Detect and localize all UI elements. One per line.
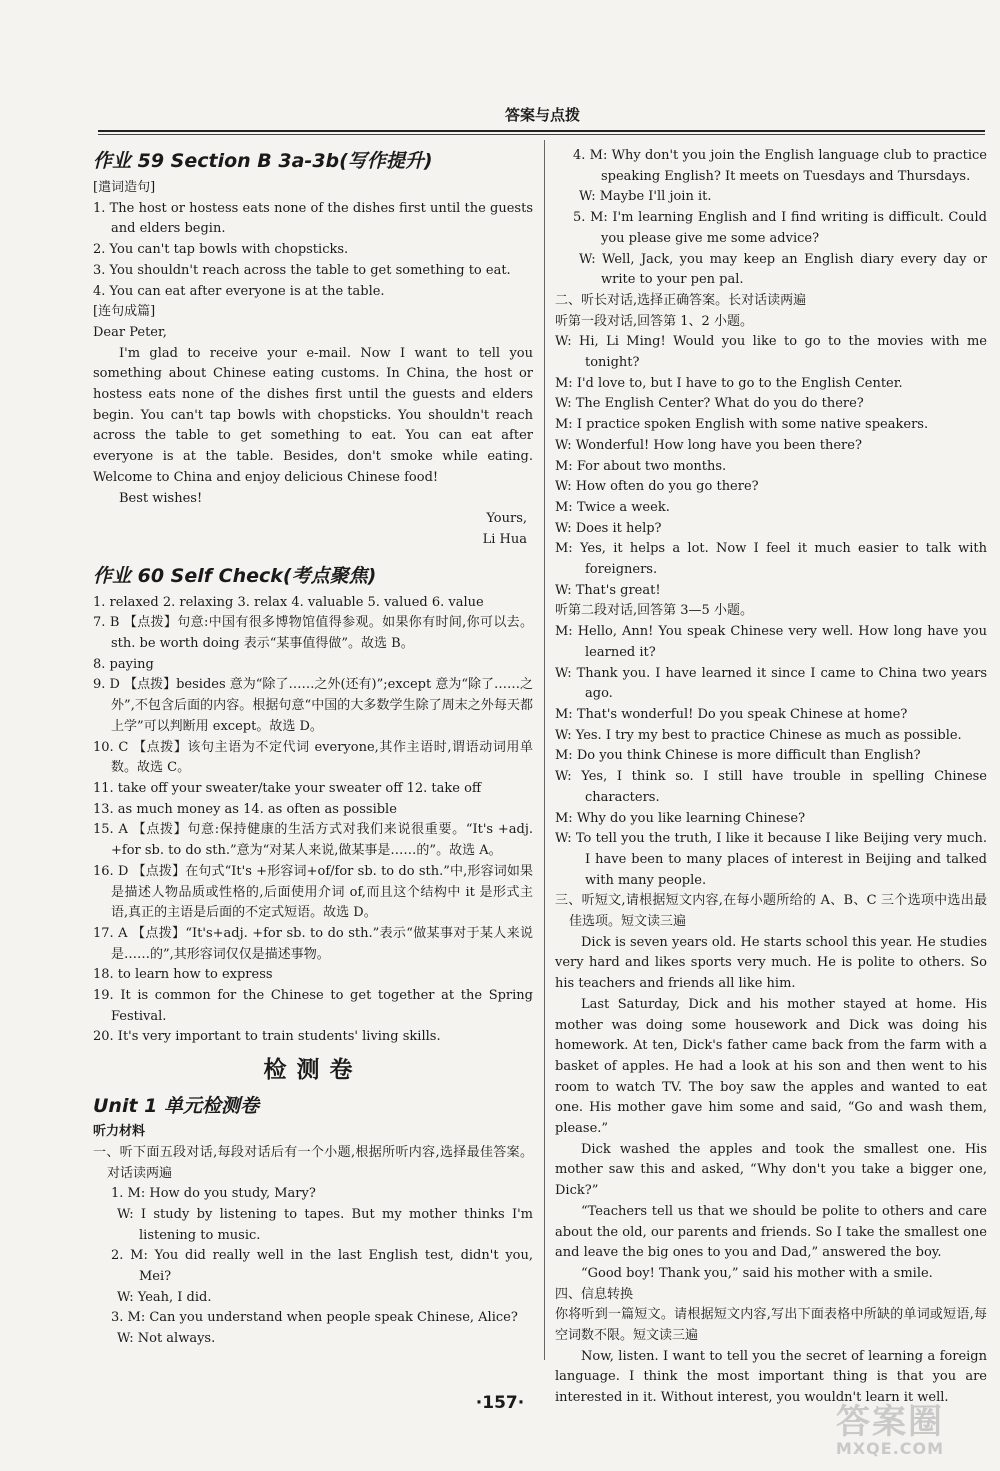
unit1-title: Unit 1 单元检测卷 xyxy=(93,1095,259,1118)
conversation-line: W: Wonderful! How long have you been there? xyxy=(555,437,862,453)
conversation-line: M: Yes, it helps a lot. Now I feel it much easier to talk with foreigners. xyxy=(555,541,987,578)
dialog-answer: W: Maybe I'll join it. xyxy=(579,189,712,205)
left-column xyxy=(93,146,533,1350)
conversation-line: M: Do you think Chinese is more difficult than English? xyxy=(555,748,921,764)
section-4-body: Now, listen. I want to tell you the secret of learning a foreign language. I think the most important thing is that you are interested in it. Without interest, you wouldn't learn it well. xyxy=(555,1348,987,1406)
section-2-sub: 听第一段对话,回答第 1、2 小题。 xyxy=(555,313,753,329)
hw59-title: 作业 59 Section B 3a-3b(写作提升) xyxy=(93,150,433,172)
letter-closing: Best wishes! xyxy=(119,490,203,506)
listening-material-label: 听力材料 xyxy=(93,1124,146,1140)
watermark-logo xyxy=(790,1402,990,1465)
page-number: ·157· xyxy=(475,1393,525,1413)
conversation-line: M: For about two months. xyxy=(555,458,727,474)
story-paragraph: Dick washed the apples and took the smallest one. His mother saw this and asked, “Why don't you take a bigger one, Dick?” xyxy=(555,1141,987,1199)
section-4-intro: 你将听到一篇短文。请根据短文内容,写出下面表格中所缺的单词或短语,每空词数不限。短文读三遍 xyxy=(555,1307,987,1344)
answer-item: 13. as much money as 14. as often as possible xyxy=(93,801,397,817)
conversation-line: W: How often do you go there? xyxy=(555,479,759,495)
column-divider xyxy=(544,140,545,1360)
dialog-answer: W: Yeah, I did. xyxy=(117,1289,212,1305)
story-paragraph: “Good boy! Thank you,” said his mother with a smile. xyxy=(581,1265,933,1281)
letter-sign-yours: Yours, xyxy=(486,511,527,527)
answer-item: 8. paying xyxy=(93,656,154,672)
conversation-line: W: To tell you the truth, I like it because I like Beijing very much. I have been to many places of interest in Beijing and talked with many people. xyxy=(555,831,987,888)
conversation-line: W: The English Center? What do you do there? xyxy=(555,396,864,412)
hw59-sentence: 2. You can't tap bowls with chopsticks. xyxy=(93,242,349,258)
conversation-line: M: Why do you like learning Chinese? xyxy=(555,810,806,826)
right-column xyxy=(555,146,987,1409)
hw59-section-label: [遣词造句] xyxy=(93,180,156,195)
header-rule xyxy=(98,130,985,132)
watermark-text: 答案圈 xyxy=(836,1402,944,1442)
dialog-answer: W: Well, Jack, you may keep an English diary every day or write to your pen pal. xyxy=(579,251,987,288)
header-rule-thin xyxy=(98,134,985,135)
conversation-line: W: Hi, Li Ming! Would you like to go to the movies with me tonight? xyxy=(555,334,987,371)
conversation-line: M: I'd love to, but I have to go to the English Center. xyxy=(555,375,903,391)
story-paragraph: “Teachers tell us that we should be polite to others and care about the old, our parents and friends. So I take the smallest one and leave the big ones to you and Dad,” answered the boy. xyxy=(555,1203,987,1261)
answer-item: 7. B 【点拨】句意:中国有很多博物馆值得参观。如果你有时间,你可以去。sth. be worth doing 表示“某事值得做”。故选 B。 xyxy=(93,615,533,652)
conversation-line: M: Hello, Ann! You speak Chinese very well. How long have you learned it? xyxy=(555,624,987,660)
dialog-answer: W: I study by listening to tapes. But my mother thinks I'm listening to music. xyxy=(117,1206,533,1243)
conversation-line: W: That's great! xyxy=(555,582,661,598)
dialog-question: 1. M: How do you study, Mary? xyxy=(111,1186,316,1202)
section-4-heading: 四、信息转换 xyxy=(555,1286,634,1302)
answer-item: 19. It is common for the Chinese to get together at the Spring Festival. xyxy=(93,988,533,1024)
letter-body: I'm glad to receive your e-mail. Now I want to tell you something about Chinese eating customs. In China, the host or hostess eats none of the dishes first until the guests and elders begin. You can't tap bowls with chopsticks. You shouldn't reach across the table to get something to eat. You can eat after everyone is at the table. Besides, don't smoke while eating. Welcome to China and enjoy delicious Chinese food! xyxy=(93,345,533,485)
answer-item: 20. It's very important to train students' living skills. xyxy=(93,1029,441,1045)
conversation-line: W: Yes. I try my best to practice Chinese as much as possible. xyxy=(555,727,962,743)
listening-section-intro: 一、听下面五段对话,每段对话后有一个小题,根据所听内容,选择最佳答案。对话读两遍 xyxy=(93,1144,533,1181)
hw59-section-label: [连句成篇] xyxy=(93,304,156,320)
section-2-sub: 听第二段对话,回答第 3—5 小题。 xyxy=(555,603,753,619)
page-header-title: 答案与点拨 xyxy=(505,106,581,124)
section-3-heading: 三、听短文,请根据短文内容,在每小题所给的 A、B、C 三个选项中选出最佳选项。短文读三遍 xyxy=(555,893,987,930)
letter-sign-name: Li Hua xyxy=(482,531,527,547)
answer-item: 11. take off your sweater/take your sweater off 12. take off xyxy=(93,780,482,796)
conversation-line: M: Twice a week. xyxy=(555,499,670,515)
hw60-title: 作业 60 Self Check(考点聚焦) xyxy=(93,564,377,587)
dialog-answer: W: Not always. xyxy=(117,1331,216,1347)
hw59-sentence: 4. You can eat after everyone is at the table. xyxy=(93,283,385,299)
answer-item: 1. relaxed 2. relaxing 3. relax 4. valuable 5. valued 6. value xyxy=(93,594,484,610)
answer-item: 17. A 【点拨】“It's+adj. +for sb. to do sth.”表示“做某事对于某人来说是……的”,其形容词仅仅是描述事物。 xyxy=(93,925,533,962)
dialog-question: 2. M: You did really well in the last English test, didn't you, Mei? xyxy=(111,1248,533,1285)
watermark-url: MXQE.COM xyxy=(835,1439,945,1458)
letter-greeting: Dear Peter, xyxy=(93,324,167,340)
section-2-heading: 二、听长对话,选择正确答案。长对话读两遍 xyxy=(555,292,807,308)
answer-item: 18. to learn how to express xyxy=(93,967,273,983)
conversation-line: M: That's wonderful! Do you speak Chinese at home? xyxy=(555,706,908,722)
test-section-banner: 检测卷 xyxy=(263,1057,363,1084)
dialog-question: 5. M: I'm learning English and I find writing is difficult. Could you please give me some advice? xyxy=(573,210,987,246)
hw59-sentence: 1. The host or hostess eats none of the dishes first until the guests and elders begin. xyxy=(93,200,533,237)
dialog-question: 4. M: Why don't you join the English language club to practice speaking English? It meets on Tuesdays and Thursdays. xyxy=(573,148,987,184)
conversation-line: W: Does it help? xyxy=(555,520,662,536)
conversation-line: W: Yes, I think so. I still have trouble in spelling Chinese characters. xyxy=(555,769,987,805)
conversation-line: W: Thank you. I have learned it since I came to China two years ago. xyxy=(555,665,987,702)
answer-item: 16. D 【点拨】在句式“It's +形容词+of/for sb. to do sth.”中,形容词如果是描述人物品质或性格的,后面使用介词 of,而且这个结构中 it 是形式主语,真正的主语是后面的不定式短语。故选 D。 xyxy=(93,863,533,921)
story-paragraph: Last Saturday, Dick and his mother stayed at home. His mother was doing some housework and Dick was doing his homework. At ten, Dick's father came back from the farm with a basket of apples. He had a look at his son and then went to his room to watch TV. The boy saw the apples and wanted to eat one. His mother gave him some and said, “Go and wash them, please.” xyxy=(555,996,987,1137)
answer-item: 9. D 【点拨】besides 意为“除了……之外(还有)”;except 意为“除了……之外”,不包含后面的内容。根据句意“中国的大多数学生除了周末之外每天都上学”可以判断用 except。故选 D。 xyxy=(93,677,533,734)
answer-item: 15. A 【点拨】句意:保持健康的生活方式对我们来说很重要。“It's +adj. +for sb. to do sth.”意为“对某人来说,做某事是……的”。故选 A。 xyxy=(93,822,533,859)
hw59-sentence: 3. You shouldn't reach across the table to get something to eat. xyxy=(93,262,511,278)
conversation-line: M: I practice spoken English with some native speakers. xyxy=(555,417,929,433)
answer-item: 10. C 【点拨】该句主语为不定代词 everyone,其作主语时,谓语动词用单数。故选 C。 xyxy=(93,739,533,776)
story-paragraph: Dick is seven years old. He starts school this year. He studies very hard and likes sports very much. He is polite to others. So his teachers and friends all like him. xyxy=(555,934,987,992)
dialog-question: 3. M: Can you understand when people speak Chinese, Alice? xyxy=(111,1310,518,1326)
